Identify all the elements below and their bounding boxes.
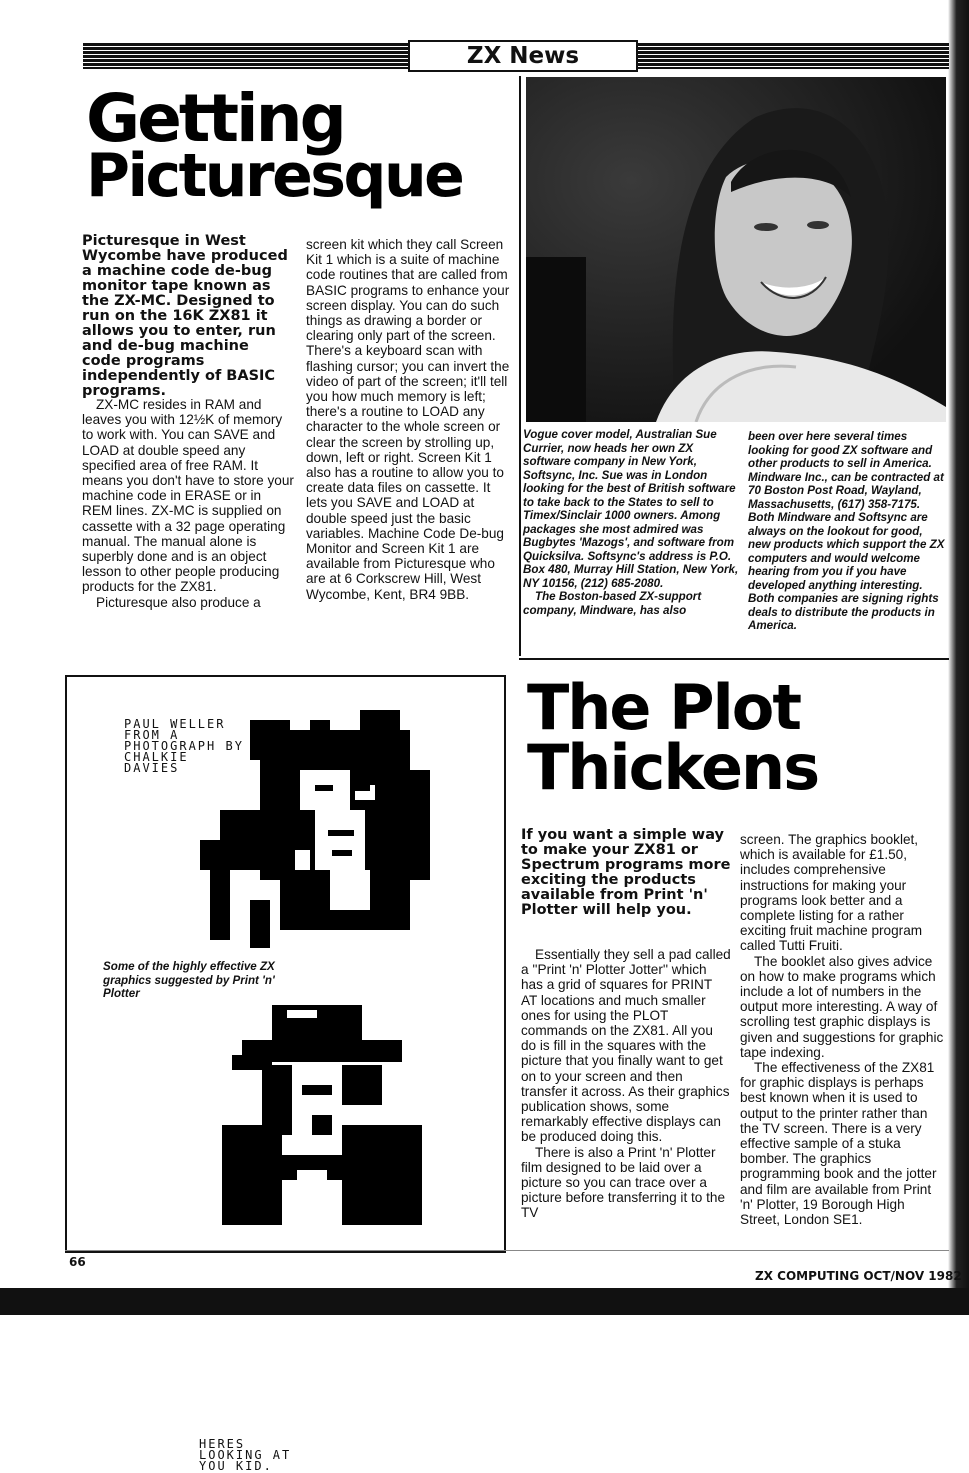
photo-sue-currier xyxy=(526,77,946,422)
photo-caption-column2 xyxy=(748,430,947,633)
article2-headline-line1: The Plot xyxy=(527,671,800,744)
article2-column1 xyxy=(521,947,731,1221)
article1-col1-paragraph2: Picturesque also produce a xyxy=(96,594,261,610)
photo-caption-paragraph3: been over here several times looking for good ZX software and other products to sell in America. Mindware Inc., can be contracted at 70 Boston Post Road, Wayland, Massachusetts, (617) 358-7175. Both Mindware and Softsync are always on the lookout for good, new products which support the ZX computers and would welcome hearing from you if you have developed anything interesting. Both companies are signing rights deals to distribute the products in America. xyxy=(748,430,945,632)
portrait-photo-image xyxy=(526,77,946,422)
section-masthead: ZX News xyxy=(408,40,638,72)
page-number: 66 xyxy=(69,1255,86,1269)
screen1-caption-text: PAUL WELLER FROM A PHOTOGRAPH BY CHALKIE DAVIES xyxy=(124,717,244,775)
article1-column1 xyxy=(82,397,294,610)
article2-col1-paragraph1: Essentially they sell a pad called a ''Print 'n' Plotter Jotter'' which has a grid of squares for PRINT AT locations and much smaller ones for using the PLOT commands on the ZX81. All you do is fill in the squares with the picture that you finally want to get on to your screen and then transfer it across. As their graphics publication shows, some remarkably effective displays can be produced doing this. xyxy=(521,947,731,1145)
article1-column2 xyxy=(306,237,512,602)
article2-col2-paragraph3: The effectiveness of the ZX81 for graphic displays is perhaps best known when it is used to output to the printer rather than the TV screen. There is a very effective sample of a stuka bomber. The graphics programming book and the jotter and film are available from Print 'n' Plotter, 19 Borough High Street, London SE1. xyxy=(740,1060,937,1228)
article2-col2-paragraph2: The booklet also gives advice on how to make programs which include a lot of numbers in the output more interesting. A way of scrolling test graphic displays is given and suggestions for graphic tape indexing. xyxy=(740,953,944,1060)
article1-col1-paragraph1: ZX-MC resides in RAM and leaves you with 12½K of memory to work with. You can SAVE and LOAD at double speed any specified area of free RAM. It means you don't have to store your machine code in ERASE or in REM lines. ZX-MC is supplied on cassette with a 32 page operating manual. The manual alone is superbly done and is an object lesson to other people producing products for the ZX81. xyxy=(82,397,294,595)
article2-col2-paragraph1: screen. The graphics booklet, which is available for £1.50, includes comprehensive instructions for making your programs look better and a complete listing for a rather exciting fruit machine program called Tutti Fruiti. xyxy=(740,832,923,954)
screen2-caption-text: HERES LOOKING AT YOU KID. xyxy=(199,1437,292,1473)
article2-lead: If you want a simple way to make your ZX81 or Spectrum programs more exciting the products available from Print 'n' Plotter will help you. xyxy=(521,827,731,918)
article1-headline-line2: Picturesque xyxy=(86,141,463,211)
article2-col1-paragraph2: There is also a Print 'n' Plotter film designed to be laid over a picture so you can trace over a picture before transferring it to the TV xyxy=(521,1144,726,1221)
footer-rule xyxy=(65,1250,949,1251)
photo-caption-paragraph1: Vogue cover model, Australian Sue Currier, now heads her own ZX software company in New York, Softsync, Inc. Sue was in London looking for the best of British software to take back to the States to sell to Timex/Sinclair 1000 owners. Among packages she most admired was Bugbytes 'Mazogs', and software from Quicksilva. Softsync's address is P.O. Box 480, Murray Hill Station, New York, NY 10156, (212) 685-2080. xyxy=(523,428,739,590)
bottom-band xyxy=(0,1288,969,1315)
page-edge-shadow xyxy=(948,0,969,1315)
article2-column2 xyxy=(740,832,946,1227)
column-divider-top xyxy=(519,76,521,656)
article2-headline-line2: Thickens xyxy=(527,731,819,804)
masthead-bar-right xyxy=(637,43,949,69)
zx-graphic-bogart xyxy=(192,1005,432,1225)
section-divider xyxy=(519,658,949,660)
article1-lead: Picturesque in West Wycombe have produced a machine code de-bug monitor tape known as the ZX-MC. Designed to run on the 16K ZX81 it allows you to enter, run and de-bug machine code programs independently of BASIC programs. xyxy=(82,233,288,399)
publication-footer: ZX COMPUTING OCT/NOV 1982 xyxy=(755,1269,962,1283)
photo-caption-paragraph2: The Boston-based ZX-support company, Mindware, has also xyxy=(523,590,702,617)
article1-headline-line1: Getting xyxy=(86,80,344,157)
graphics-caption: Some of the highly effective ZX graphics suggested by Print 'n' Plotter xyxy=(103,960,275,1000)
masthead-bar-left xyxy=(83,43,409,69)
photo-caption-column1 xyxy=(523,428,739,617)
article1-col2-paragraph: screen kit which they call Screen Kit 1 which is a suite of machine code routines that are called from BASIC programs to enhance your screen display. You can do such things as drawing a border or clearing only part of the screen. There's a keyboard scan with flashing cursor; you can invert the video of part of the screen; it'll tell you how much memory is left; there's a routine to LOAD any character to the whole screen or clear the screen by strolling up, down, left or right. Screen Kit 1 also has a routine to allow you to create data files on cassette. It lets you SAVE and LOAD at double speed just the basic variables. Machine Code De-bug Monitor and Screen Kit 1 are available from Picturesque who are at 6 Corkscrew Hill, West Wycombe, Kent, BR4 9BB. xyxy=(306,237,510,602)
